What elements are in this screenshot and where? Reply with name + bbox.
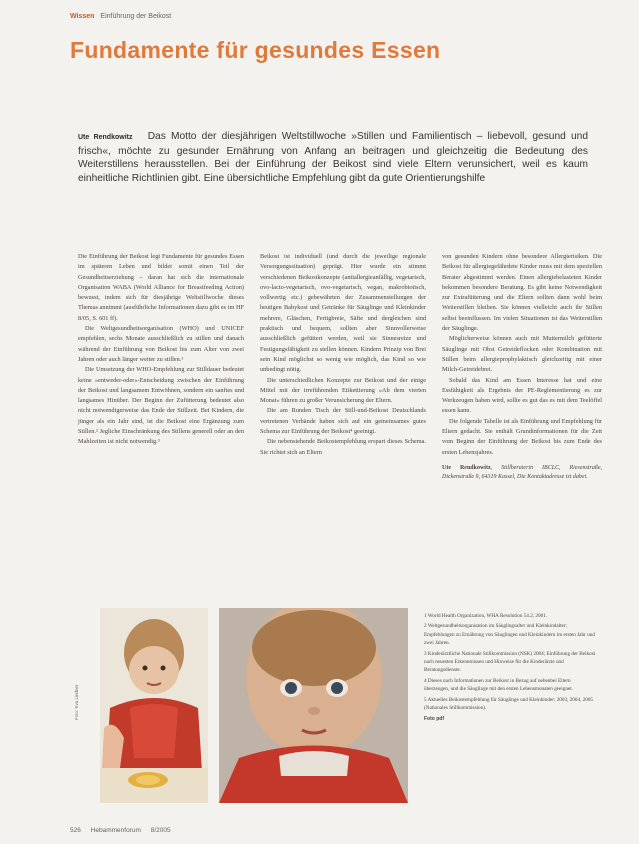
paragraph: von gesunden Kindern ohne besondere Allergierisiken. Die Beikost für allergiegefährdete Kinder muss mit dem speziellen Berater abgestimmt werden. Einen allergiebelasteten Kinder bekommen besondere Beratung. Es gibt keine Notwendigkeit zur Extrafütterung und die Eltern sollten dann wohl beim Weiterstillen bleiben. Sie können vielleicht auch ihr Stillen selbst beeinflussen. Im vielen Situationen ist das Weiterstillen der Säuglinge. <box>442 253 602 333</box>
paragraph: Die folgende Tabelle ist als Einführung und Empfehlung für Eltern gedacht. Sie enthält Grundinformationen für die Zeit vom Beginn der Einführung der Beikost bis zum Ende des ersten Lebensjahres. <box>442 417 602 456</box>
reference-item: 2 Weltgesundheitsorganisation im Säuglingsalter und Kleinkindalter; Empfehlungen zu Ernährung von Säuglingen und Kleinkindern im ersten Jahr und zwei Jahren. <box>424 623 595 647</box>
paragraph: Die Einführung der Beikost legt Fundamente für gesundes Essen im späteren Leben und bildet somit einen Teil der Gesundheitserziehung – daran hat sich die internationale Organisation WABA (World Alliance for Breastfeeding Action) bewusst, indem sich für diesjährige Weltstillwoche dieses Themas annimmt (ausführliche Informationen dazu gibt es im HF 8/05, S. 601 ff). <box>78 253 244 322</box>
paragraph: Die unterschiedlichen Konzepte zur Beikost und der einige Mittel mit der irreführenden Etikettierung »Ab dem vierten Monat« führen zu großer Verunsicherung der Eltern. <box>260 376 426 405</box>
page-number: 526 <box>70 827 81 834</box>
section-label: Wissen <box>70 13 95 20</box>
lead-text: Das Motto der diesjährigen Weltstillwoche »Stillen und Familientisch – liebevoll, gesund und frisch«, möchte zu gesunder Ernährung von Anfang an beitragen und gleichzeitig die Bedeutung des Weiterstillens herausstellen. Bei der Einführung der Beikost sind viele Eltern verunsichert, weil es kaum einheitliche Richtlinien gibt. Eine übersichtliche Empfehlung gibt da gute Orientierungshilfe <box>78 131 588 184</box>
author-role: Stillberaterin IBCLC, <box>501 464 561 471</box>
photo-credit: Foto: Eva Lindner <box>74 684 79 720</box>
paragraph: Möglicherweise können auch mit Muttermilch gefütterte Säuglinge mit Obst Getreideflocken oder Kombination mit Stillen beim allergieprophylaktisch gleichzeitig mit einer Milch-Getreidebrei. <box>442 335 602 374</box>
more-link[interactable]: Foto pdf <box>424 716 444 723</box>
reference-item: 3 Kinderärztliche Nationale Stillkommission (NSK) 2004; Einführung der Beikost nach neuesten Erkenntnissen und Hinweise für die Kinderärzte und Beratungsdienste. <box>424 650 596 674</box>
child-eating-illustration <box>100 608 208 803</box>
child-portrait-illustration <box>219 608 408 803</box>
paragraph: Die nebenstehende Beikostempfehlung erspart dieses Schema. Sie richtet sich an Eltern <box>260 438 426 456</box>
article-title: Fundamente für gesundes Essen <box>70 37 441 63</box>
author-block: Ute Rendkowitz, Stillberaterin IBCLC, Riesenstraße, Dickenstraße 9, 64319 Kassel, Die Kontaktadresse ist dabei. <box>442 464 602 480</box>
column-1 <box>78 252 244 448</box>
photo-child-portrait <box>219 608 408 803</box>
section-kicker <box>70 13 171 20</box>
reference-item: 5 Aktuelles Beikostempfehlung für Säuglinge und Kleinkinder; 2003, 2004, 2005 (Nationales Stillkommission). <box>424 696 594 712</box>
magazine-name: Hebammenforum <box>90 827 141 834</box>
paragraph: Die am Runden Tisch der Still-und-Beikost Deutschlands vertretenen Verbände haben sich auf ein gemeinsames gutes Schema zur Einführung der Beikost⁴ geeinigt. <box>260 407 426 436</box>
column-2 <box>260 252 426 458</box>
issue-number: 8/2005 <box>150 827 171 834</box>
photo-child-eating <box>100 608 208 803</box>
article-body <box>78 252 602 607</box>
column-3 <box>442 252 602 482</box>
paragraph: Die Weltgesundheitsorganisation (WHO) und UNICEF empfehlen, sechs Monate ausschließlich zu stillen und danach während der Einführung von Beikost bis zum Alter von zwei Jahren oder auch länger weiter zu stillen.¹ <box>78 325 244 363</box>
reference-item: 1 World Health Organization, WHA Resolution 54.2, 2001. <box>424 613 548 619</box>
lead-author: Ute Rendkowitz <box>78 134 133 141</box>
paragraph: Beikost ist individuell (und durch die jeweilige regionale Versorgungssituation) geprägt. Hier wurde ein stimmt verschiedenen Beikostkonzepte (antiallergieanfällig, vegetarisch, ovo-lacto-vegetarisch, ovo-vegetarisch, vegan, makrobiotisch, vollwertig etc.) gebewährten der Zusammenstellungen der heutigen Babykost und Getränke für Säuglinge und Kleinkinder mehrere, Gläschen, Fertigbreie, Säfte und dergleichen sind praktisch und bequem, sollten aber Sinnvollerweise ausschließlich gefüttert werden, weil sie Sinnesreize und Festigungsfähigkeit zu stellen können. Kindern Prinzip von Brei sein Kind möglichst so wenig wie möglich, das Kind so wie unbedingt nötig. <box>260 253 426 374</box>
author-name: Ute Rendkowitz <box>442 464 491 471</box>
article-lead <box>78 130 588 185</box>
subsection-label: Einführung der Beikost <box>100 13 172 20</box>
references <box>424 612 596 724</box>
page-footer <box>70 827 179 834</box>
author-address: Riesenstraße, Dickenstraße 9, 64319 Kassel, Die Kontaktadresse ist dabei. <box>442 464 602 480</box>
paragraph: Die Umsetzung der WHO-Empfehlung zur Stilldauer bedeutet keine »entweder-oder«-Entscheidung zwischen der Einführung der Beikost und langsamem Entwöhnen, sondern ein sanftes und langsames Hinüber. Der Beginn der Zufütterung bedeutet also nicht notwendigerweise das Ende der Stillzeit. Bei Kindern, die jünger als ein Jahr sind, ist die Beikost eine Ergänzung zum Stillen.² Jegliche Einschränkung des Stillens generell oder an den Mahlzeiten ist nicht notwendig.³ <box>78 366 244 446</box>
paragraph: Sobald das Kind am Essen Interesse hat und eine Essfähigkeit als Ergebnis der PE-Reglementierung es zur Werkzeugen haben wird, sollte es gut das es mit dem Teelöffel essen kann. <box>442 376 602 415</box>
reference-item: 4 Dieses nach Informationen zur Beikost in Bezug auf nebenbei Eltern überzeugen, und die Säuglinge mit den ersten Lebensmonaten geeignet. <box>424 677 573 693</box>
